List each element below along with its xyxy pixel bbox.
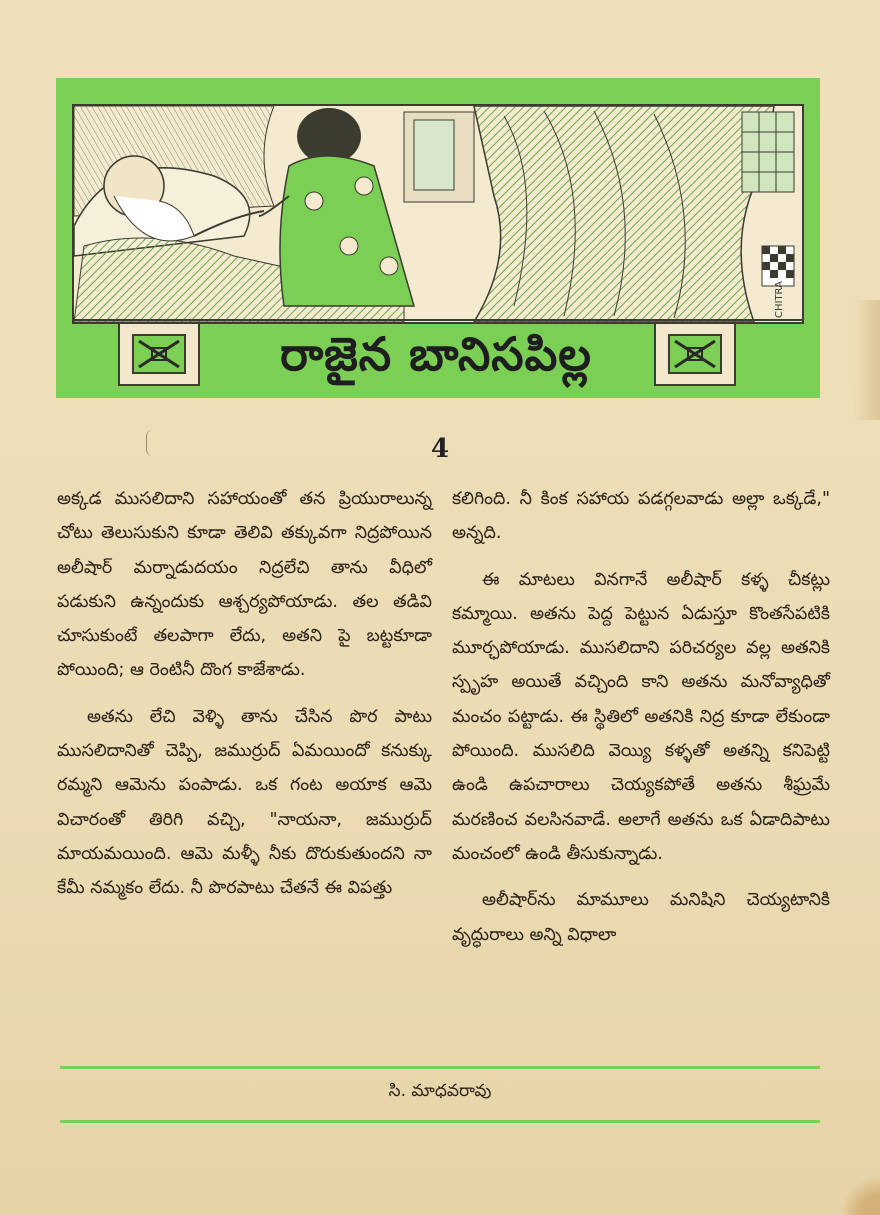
left-ornament-plaque <box>118 322 200 386</box>
footer-rule-top <box>60 1066 820 1069</box>
title-row <box>56 320 820 398</box>
chapter-number: 4 <box>430 434 450 464</box>
left-text-column <box>57 482 432 918</box>
bedside-scene-illustration <box>74 106 802 322</box>
paper-corner-wear <box>820 1165 880 1215</box>
paper-edge-stain <box>854 300 880 420</box>
right-ornament-icon <box>668 334 722 374</box>
header-illustration <box>72 104 804 324</box>
paragraph: అలీషార్‌ను మామూలు మనిషిని చెయ్యటానికి వృద్ధురాలు అన్ని విధాలా <box>452 890 830 945</box>
left-ornament-icon <box>132 334 186 374</box>
paragraph: ఈ మాటలు వినగానే అలీషార్ కళ్ళ చీకట్లు కమ్మాయి. అతను పెద్ద పెట్టున ఏడుస్తూ కొంతసేపటికి మూర్ఛపోయాడు. ముసలిదాని పరిచర్యల వల్ల అతనికి స్పృహ అయితే వచ్చింది కాని అతను మనోవ్యాధితో మంచం పట్టాడు. ఈ స్థితిలో అతనికి నిద్ర కూడా లేకుండా పోయింది. ముసలిది వెయ్యి కళ్ళతో అతన్ని కనిపెట్టి ఉండి ఉపచారాలు చెయ్యకపోతే అతను శీఘ్రమే మరణించ వలసినవాడే. అలాగే అతను ఒక ఏడాదిపాటు మంచంలో ఉండి తీసుకున్నాడు. <box>452 569 830 864</box>
paragraph: అక్కడ ముసలిదాని సహాయంతో తన ప్రియురాలున్న చోటు తెలుసుకుని కూడా తెలివి తక్కువగా నిద్రపోయిన అలీషార్ మర్నాడుదయం నిద్రలేచి తాను వీధిలో పడుకుని ఉన్నందుకు ఆశ్చర్యపోయాడు. తల తడివి చూసుకుంటే తలపాగా లేదు, అతని పై బట్టకూడా పోయింది; ఆ రెంటినీ దొంగ కాజేశాడు. <box>57 489 432 681</box>
pencil-mark <box>146 430 159 456</box>
footer-rule-bottom <box>60 1120 820 1123</box>
right-text-column <box>452 482 830 964</box>
story-title: రాజైన బానిసపిల్ల <box>280 327 592 381</box>
right-ornament-plaque <box>654 322 736 386</box>
paragraph: కలిగింది. నీ కింక సహాయ పడగ్గలవాడు అల్లా ఒక్కడే," అన్నది. <box>452 489 830 544</box>
author-name: సి. మాధవరావు <box>388 1081 492 1101</box>
paragraph: అతను లేచి వెళ్ళి తాను చేసిన పొర పాటు ముసలిదానితో చెప్పి, జముర్రుద్ ఏమయిందో కనుక్కు రమ్మని ఆమెను పంపాడు. ఒక గంట అయాక ఆమె విచారంతో తిరిగి వచ్చి, "నాయనా, జముర్రుద్ మాయమయింది. ఆమె మళ్ళీ నీకు దొరుకుతుందని నా కేమీ నమ్మకం లేదు. నీ పొరపాటు చేతనే ఈ విపత్తు <box>57 706 432 899</box>
artist-signature: CHITRA <box>774 281 785 318</box>
